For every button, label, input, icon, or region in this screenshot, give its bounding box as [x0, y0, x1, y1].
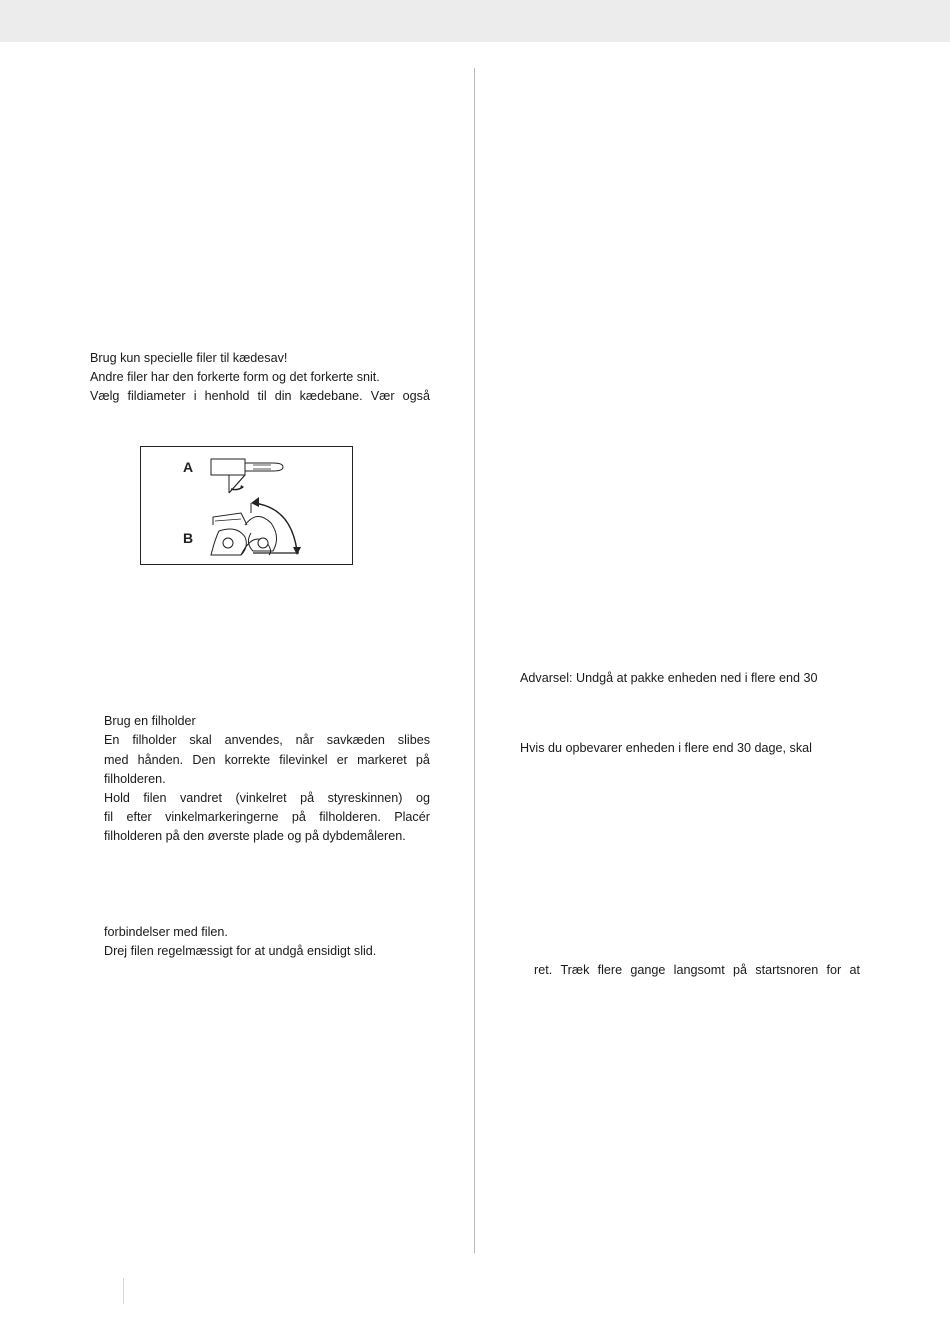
word: på: [300, 791, 315, 805]
footer-rule: [123, 1278, 124, 1304]
file-tips-line-2: Drej filen regelmæssigt for at undgå ensidigt slid.: [104, 944, 377, 958]
word: startsnoren: [755, 963, 819, 977]
intro-line-2: Andre filer har den forkerte form og det forkerte snit.: [90, 370, 380, 384]
file-holder-p2-line-3: filholderen på den øverste plade og på dybdemåleren.: [104, 829, 406, 843]
word: Træk: [560, 963, 590, 977]
word: anvendes,: [224, 733, 283, 747]
chain-cutter-diagram: [141, 447, 354, 566]
word: kædebane.: [299, 389, 363, 403]
word: En: [104, 733, 120, 747]
word: fil: [104, 810, 114, 824]
word: styreskinnen): [327, 791, 403, 805]
word: i: [193, 389, 197, 403]
word: gange: [630, 963, 666, 977]
word: er: [336, 753, 348, 767]
word: Vælg: [90, 389, 120, 403]
word: filen: [143, 791, 167, 805]
word: efter: [126, 810, 152, 824]
word: Den: [192, 753, 216, 767]
word: langsomt: [673, 963, 725, 977]
word: vinkelmarkeringerne: [165, 810, 279, 824]
word: Hold: [104, 791, 130, 805]
start-instruction: [534, 961, 860, 980]
word: på: [733, 963, 748, 977]
storage-warning: Advarsel: Undgå at pakke enheden ned i flere end 30: [520, 671, 818, 685]
word: til: [257, 389, 267, 403]
word: fildiameter: [127, 389, 186, 403]
word: med: [104, 753, 129, 767]
word: på: [415, 753, 430, 767]
word: også: [402, 389, 430, 403]
word: filholderen.: [319, 810, 381, 824]
word: vandret: [179, 791, 222, 805]
word: når: [295, 733, 314, 747]
file-holder-p2-line-2: [104, 808, 430, 827]
file-holder-heading: Brug en filholder: [104, 714, 196, 728]
word: savkæden: [326, 733, 385, 747]
page-header-bar: [0, 0, 950, 42]
filing-angle-figure: [140, 446, 353, 565]
word: Vær: [370, 389, 395, 403]
intro-line-1: Brug kun specielle filer til kædesav!: [90, 351, 288, 365]
figure-label-a: A: [183, 459, 194, 475]
word: (vinkelret: [235, 791, 287, 805]
word: filevinkel: [279, 753, 328, 767]
file-holder-p2-line-1: [104, 789, 430, 808]
file-holder-p1-line-3: filholderen.: [104, 772, 166, 786]
word: skal: [189, 733, 212, 747]
word: ret.: [534, 963, 553, 977]
file-holder-p1-line-2: [104, 751, 430, 770]
word: hånden.: [137, 753, 184, 767]
word: slibes: [397, 733, 430, 747]
intro-line-3: [90, 387, 430, 406]
word: og: [415, 791, 430, 805]
word: for: [826, 963, 842, 977]
column-divider: [474, 68, 475, 1253]
word: markeret: [357, 753, 407, 767]
word: flere: [597, 963, 623, 977]
storage-instruction: Hvis du opbevarer enheden i flere end 30 dage, skal: [520, 741, 812, 755]
word: korrekte: [224, 753, 271, 767]
word: på: [291, 810, 306, 824]
word: at: [849, 963, 860, 977]
word: henhold: [204, 389, 250, 403]
word: filholder: [132, 733, 177, 747]
file-holder-p1-line-1: [104, 731, 430, 750]
file-tips-line-1: forbindelser med filen.: [104, 925, 228, 939]
word: Placér: [394, 810, 430, 824]
figure-label-b: B: [183, 530, 194, 546]
word: din: [274, 389, 292, 403]
